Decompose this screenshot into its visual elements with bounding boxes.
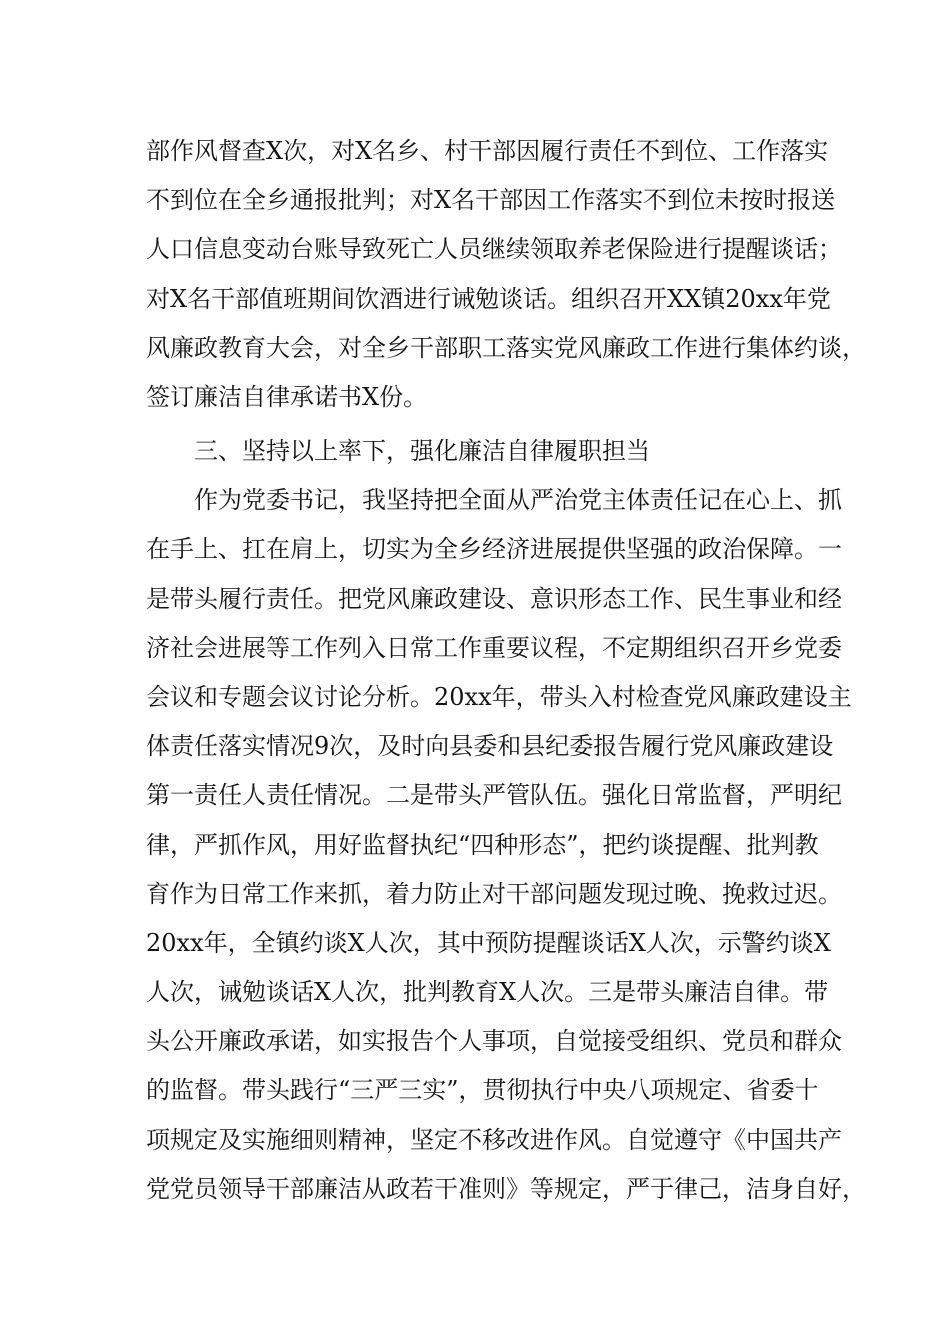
text-line: 签订廉洁自律承诺书X份。 (146, 382, 428, 411)
text-line: 济社会进展等工作列入日常工作重要议程，不定期组织召开乡党委 (146, 633, 842, 662)
section-three (146, 427, 866, 1214)
text-line: 风廉政教育大会，对全乡干部职工落实党风廉政工作进行集体约谈， (146, 333, 866, 362)
text-line: 作为党委书记，我坚持把全面从严治党主体责任记在心上、抓 (194, 486, 842, 515)
text-line: 律，严抓作风，用好监督执纪“四种形态”，把约谈提醒、批判教 (146, 830, 819, 859)
paragraph-continued (146, 127, 866, 422)
text-line: 是带头履行责任。把党风廉政建设、意识形态工作、民生事业和经 (146, 584, 842, 613)
text-line: 会议和专题会议讨论分析。20xx年，带头入村检查党风廉政建设主 (146, 682, 852, 711)
text-line: 部作风督查X次，对X名乡、村干部因履行责任不到位、工作落实 (146, 137, 829, 165)
text-line: 的监督。带头践行“三严三实”，贯彻执行中央八项规定、省委十 (146, 1076, 819, 1105)
text-line: 体责任落实情况9次，及时向县委和县纪委报告履行党风廉政建设 (146, 732, 834, 761)
text-line: 在手上、扛在肩上，切实为全乡经济进展提供坚强的政治保障。一 (146, 535, 842, 564)
text-line: 对X名干部值班期间饮酒进行诫勉谈话。组织召开XX镇20xx年党 (146, 284, 831, 313)
text-line: 人次，诫勉谈话X人次，批判教育X人次。三是带头廉洁自律。带 (146, 978, 829, 1007)
text-line: 20xx年，全镇约谈X人次，其中预防提醒谈话X人次，示警约谈X (146, 928, 831, 957)
text-line: 育作为日常工作来抓，着力防止对干部问题发现过晚、挽救过迟。 (146, 879, 842, 908)
text-line: 人口信息变动台账导致死亡人员继续领取养老保险进行提醒谈话； (146, 235, 842, 264)
text-line: 头公开廉政承诺，如实报告个人事项，自觉接受组织、党员和群众 (146, 1027, 842, 1056)
section-heading: 三、坚持以上率下，强化廉洁自律履职担当 (194, 437, 650, 465)
text-line: 党党员领导干部廉洁从政若干准则》等规定，严于律己，洁身自好， (146, 1174, 866, 1203)
text-line: 不到位在全乡通报批判；对X名干部因工作落实不到位未按时报送 (146, 186, 836, 215)
text-line: 项规定及实施细则精神，坚定不移改进作风。自觉遵守《中国共产 (146, 1125, 842, 1154)
text-line: 第一责任人责任情况。二是带头严管队伍。强化日常监督，严明纪 (146, 781, 842, 810)
